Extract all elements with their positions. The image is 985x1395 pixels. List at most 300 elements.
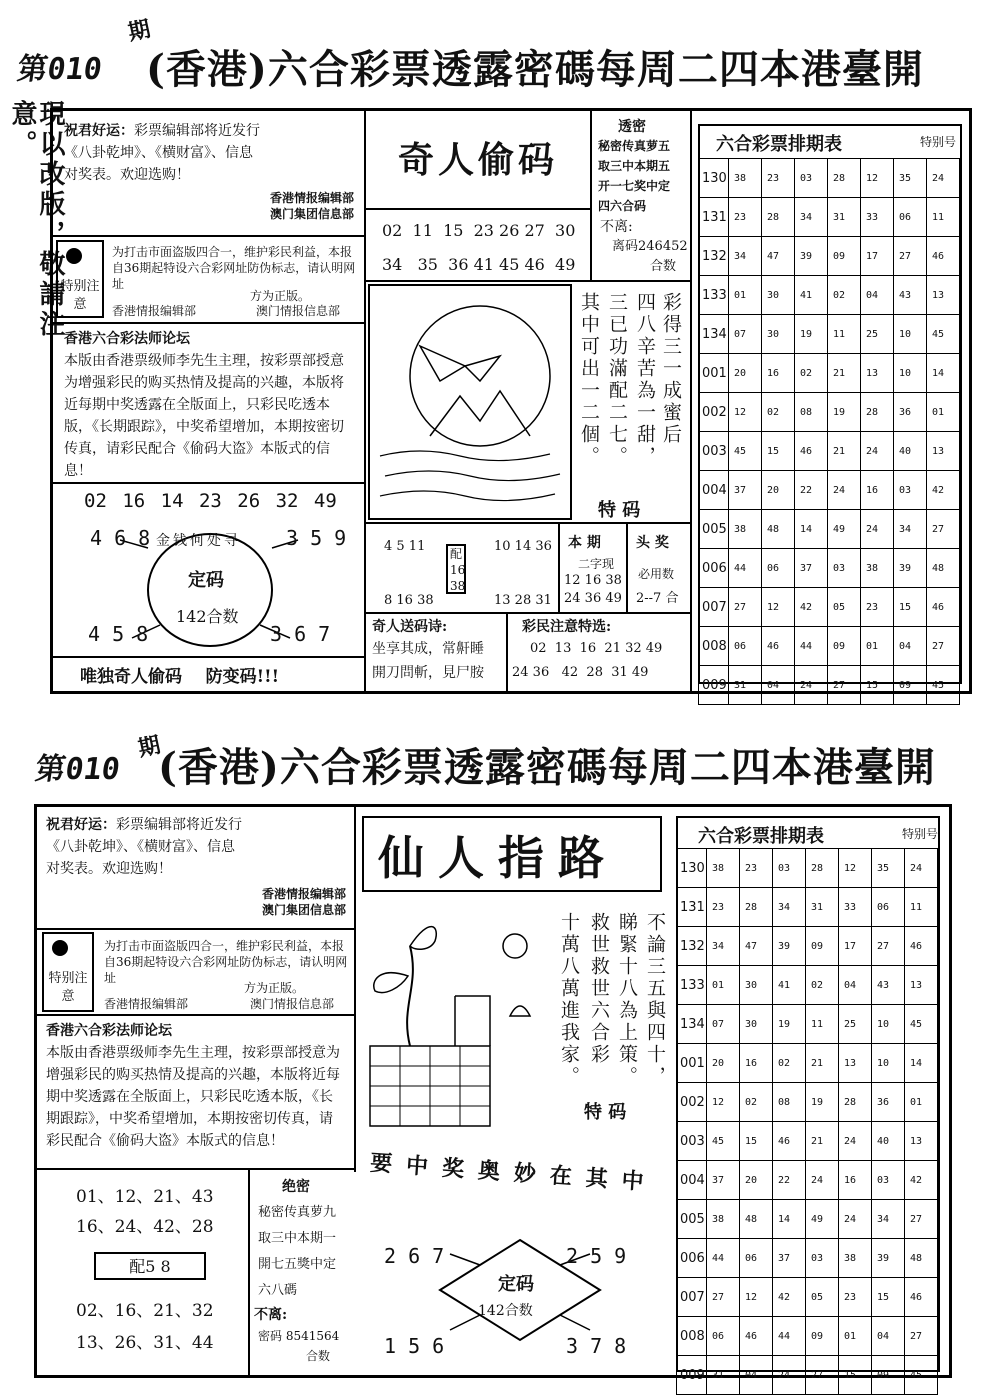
special-sign-mo-2: 澳门情报信息部	[250, 997, 335, 1011]
middle-title-2: 仙人指路	[378, 831, 618, 885]
special-label: 特别注意	[60, 279, 100, 312]
special-text-2: 为打击市面盗版四合一，维护彩民利益，本报自36期起特设六合彩网址防伪标志，请认明网址	[104, 939, 348, 985]
left-nums-d: 13 28 31	[494, 593, 552, 608]
schedule-cell: 05	[828, 588, 861, 627]
code-numbers: 02 16 14 23 26 32 49	[84, 490, 337, 512]
schedule-cell: 06	[729, 627, 762, 666]
special-zheng-2: 方为正版。	[244, 981, 305, 995]
special-sign-mo: 澳门情报信息部	[256, 304, 341, 318]
schedule-cell: 14	[773, 1200, 806, 1239]
poem2-m2: 救世救世六合彩	[588, 912, 610, 1066]
schedule-row	[677, 888, 938, 927]
schedule-issue: 008	[677, 1317, 707, 1356]
issue-qi: 期	[125, 15, 153, 46]
schedule-cell: 46	[905, 1278, 938, 1317]
schedule-cell: 15	[872, 1278, 905, 1317]
schedule-cell: 28	[839, 1083, 872, 1122]
schedule-issue: 007	[699, 588, 729, 627]
schedule-issue: 009	[699, 666, 729, 705]
schedule-cell: 10	[894, 354, 927, 393]
arrow-tl	[450, 1254, 480, 1265]
secret2-buli: 不离:	[254, 1307, 288, 1323]
schedule-cell: 31	[828, 198, 861, 237]
schedule-cell: 28	[861, 393, 894, 432]
schedule-cell: 28	[762, 198, 795, 237]
schedule-cell: 49	[828, 510, 861, 549]
schedule-issue: 005	[699, 510, 729, 549]
schedule-cell: 06	[894, 198, 927, 237]
schedule-cell: 46	[795, 432, 828, 471]
schedule-cell: 21	[806, 1122, 839, 1161]
bomb-icon	[66, 248, 82, 264]
poem-right: 彩得三一成蜜后	[660, 292, 682, 446]
schedule-cell: 05	[806, 1278, 839, 1317]
poem2-r: 不論三五與四十，	[644, 912, 666, 1088]
schedule-cell: 23	[861, 588, 894, 627]
schedule-issue: 134	[699, 315, 729, 354]
schedule-cell: 30	[740, 966, 773, 1005]
schedule-cell: 02	[773, 1044, 806, 1083]
schedule-cell: 08	[795, 393, 828, 432]
schedule-cell: 27	[905, 1317, 938, 1356]
schedule-issue: 009	[677, 1356, 707, 1395]
schedule-cell: 35	[872, 849, 905, 888]
schedule-cell: 06	[872, 888, 905, 927]
schedule-cell: 11	[905, 888, 938, 927]
schedule-cell: 19	[828, 393, 861, 432]
issue-qi-2: 期	[135, 731, 163, 762]
schedule-cell: 48	[762, 510, 795, 549]
schedule-cell: 10	[872, 1005, 905, 1044]
schedule-cell: 45	[707, 1122, 740, 1161]
pei-box: 配16 38	[446, 544, 466, 594]
schedule-cell: 42	[905, 1161, 938, 1200]
schedule-cell: 13	[927, 432, 960, 471]
schedule-issue: 131	[677, 888, 707, 927]
schedule-cell: 45	[927, 666, 960, 705]
schedule-cell: 14	[905, 1044, 938, 1083]
greeting-line2: 《八卦乾坤》、《横财富》、信息	[64, 145, 253, 161]
divider	[366, 280, 690, 282]
schedule-cell: 17	[839, 927, 872, 966]
greeting-block-2	[46, 814, 346, 918]
diagram-tr: 3 5 9	[286, 526, 347, 550]
schedule-cell: 03	[872, 1161, 905, 1200]
divider	[52, 482, 364, 484]
special-sign-hk: 香港情报编辑部	[112, 304, 197, 318]
schedule-cell: 39	[795, 237, 828, 276]
schedule-cell: 34	[729, 237, 762, 276]
schedule-tag-2: 特别号	[902, 827, 939, 841]
divider	[506, 614, 508, 692]
left-nums-b: 8 16 38	[384, 593, 434, 608]
schedule-cell: 17	[861, 237, 894, 276]
schedule-cell: 04	[872, 1317, 905, 1356]
schedule-row	[677, 1356, 938, 1395]
schedule-issue: 006	[677, 1239, 707, 1278]
secret-l4: 四六合码	[598, 199, 647, 213]
schedule-cell: 23	[762, 159, 795, 198]
schedule-title-2: 六合彩票排期表	[698, 826, 824, 847]
schedule-issue: 003	[699, 432, 729, 471]
schedule-cell: 14	[927, 354, 960, 393]
greeting-sign2-2: 澳门集团信息部	[261, 903, 346, 917]
schedule-cell: 12	[740, 1278, 773, 1317]
schedule-row	[699, 354, 960, 393]
schedule-cell: 13	[905, 1122, 938, 1161]
forum-title-2: 香港六合彩法师论坛	[46, 1023, 172, 1039]
schedule-cell: 19	[795, 315, 828, 354]
greeting-sign2: 澳门集团信息部	[269, 207, 354, 221]
schedule-cell: 40	[894, 432, 927, 471]
diagram-center: 定码	[188, 570, 224, 591]
schedule-issue: 007	[677, 1278, 707, 1317]
diagram2-br: 3 7 8	[566, 1334, 627, 1358]
greeting-label-2: 祝君好运：	[46, 817, 116, 833]
schedule-cell: 14	[795, 510, 828, 549]
schedule-row	[699, 549, 960, 588]
schedule-cell: 09	[828, 627, 861, 666]
greeting-line1-2: 彩票编辑部将近发行	[116, 817, 242, 833]
schedule-cell: 16	[740, 1044, 773, 1083]
greeting-line3-2: 对奖表。欢迎选购！	[46, 861, 172, 877]
schedule-cell: 03	[894, 471, 927, 510]
schedule-cell: 27	[927, 627, 960, 666]
schedule-cell: 38	[729, 510, 762, 549]
schedule-cell: 11	[828, 315, 861, 354]
schedule-cell: 02	[828, 276, 861, 315]
diagram2-tr: 2 5 9	[566, 1244, 627, 1268]
special-pick-n2: 24 36 42 28 31 49	[512, 665, 649, 680]
schedule-cell: 20	[762, 471, 795, 510]
schedule-cell: 28	[828, 159, 861, 198]
plant-illustration	[360, 896, 540, 1146]
schedule-row	[699, 666, 960, 705]
greeting-block	[64, 120, 354, 222]
schedule-cell: 01	[861, 627, 894, 666]
greeting-line2-2: 《八卦乾坤》、《横财富》、信息	[46, 839, 235, 855]
schedule-cell: 44	[707, 1239, 740, 1278]
schedule-cell: 38	[839, 1239, 872, 1278]
schedule-cell: 16	[861, 471, 894, 510]
schedule-cell: 48	[905, 1239, 938, 1278]
schedule-cell: 15	[762, 432, 795, 471]
diagram-bl: 4 5 8	[88, 622, 149, 646]
benqi-sub: 二字现	[578, 557, 615, 571]
schedule-cell: 45	[927, 315, 960, 354]
schedule-row	[699, 159, 960, 198]
poem2-l1: 坐享其成，常鼾睡	[372, 641, 484, 657]
schedule-cell: 23	[707, 888, 740, 927]
schedule-issue: 130	[699, 159, 729, 198]
schedule-cell: 34	[707, 927, 740, 966]
issue-number: 第010	[15, 52, 105, 87]
schedule-issue: 008	[699, 627, 729, 666]
schedule-cell: 24	[839, 1122, 872, 1161]
divider	[52, 235, 364, 237]
forum-title: 香港六合彩法师论坛	[64, 331, 190, 347]
schedule-cell: 13	[927, 276, 960, 315]
schedule-cell: 30	[762, 276, 795, 315]
schedule-cell: 02	[795, 354, 828, 393]
schedule-table-bottom	[676, 848, 938, 1395]
schedule-cell: 23	[729, 198, 762, 237]
bomb-icon	[52, 940, 68, 956]
secret2-l2: 取三中本期一	[258, 1231, 337, 1246]
schedule-cell: 33	[839, 888, 872, 927]
divider	[52, 656, 364, 658]
special-zheng: 方为正版。	[250, 289, 311, 303]
poem-mid2: 三已功滿配二七。	[606, 292, 628, 468]
diagram2-center: 定码	[498, 1274, 534, 1295]
divider	[364, 110, 366, 692]
schedule-cell: 27	[707, 1278, 740, 1317]
schedule-cell: 37	[707, 1161, 740, 1200]
num-row1: 01、12、21、43	[76, 1187, 214, 1207]
schedule-cell: 34	[795, 198, 828, 237]
greeting-label: 祝君好运：	[64, 123, 134, 139]
schedule-cell: 44	[795, 627, 828, 666]
schedule-cell: 20	[707, 1044, 740, 1083]
pei-box-2: 配5 8	[94, 1252, 206, 1280]
divider	[558, 524, 560, 612]
schedule-row	[677, 966, 938, 1005]
schedule-cell: 30	[762, 315, 795, 354]
divider	[354, 806, 356, 1172]
schedule-row	[699, 627, 960, 666]
schedule-cell: 19	[806, 1083, 839, 1122]
middle-title: 奇人偷码	[398, 139, 559, 181]
page-title: (香港)六合彩票透露密碼每周二四本港臺開	[146, 46, 924, 93]
schedule-cell: 27	[806, 1356, 839, 1395]
schedule-cell: 39	[872, 1239, 905, 1278]
secret2-l3: 開七五獎中定	[258, 1257, 337, 1272]
schedule-cell: 38	[707, 1200, 740, 1239]
schedule-cell: 48	[927, 549, 960, 588]
special-sign-hk-2: 香港情报编辑部	[104, 997, 189, 1011]
greeting-line3: 对奖表。欢迎选购！	[64, 167, 190, 183]
schedule-cell: 21	[828, 354, 861, 393]
left-nums-c: 10 14 36	[494, 539, 552, 554]
poem2-title: 奇人送码诗:	[372, 619, 448, 635]
poem-left: 其中可出一二個。	[578, 292, 600, 468]
secret2-code: 密码 8541564	[258, 1329, 340, 1343]
schedule-cell: 24	[839, 1200, 872, 1239]
poem-mid1: 四八辛苦為一甜，	[634, 292, 656, 468]
schedule-cell: 38	[729, 159, 762, 198]
schedule-cell: 27	[894, 237, 927, 276]
schedule-row	[699, 276, 960, 315]
schedule-cell: 46	[773, 1122, 806, 1161]
schedule-cell: 09	[828, 237, 861, 276]
schedule-cell: 02	[762, 393, 795, 432]
divider	[248, 1170, 250, 1376]
schedule-row	[677, 1122, 938, 1161]
schedule-cell: 35	[894, 159, 927, 198]
bird-illustration	[368, 284, 572, 520]
schedule-cell: 10	[872, 1044, 905, 1083]
schedule-row	[699, 237, 960, 276]
schedule-cell: 24	[795, 666, 828, 705]
schedule-cell: 15	[861, 666, 894, 705]
schedule-cell: 47	[740, 927, 773, 966]
schedule-cell: 22	[773, 1161, 806, 1200]
diagram2-tl: 2 6 7	[384, 1244, 445, 1268]
schedule-cell: 12	[707, 1083, 740, 1122]
num-row2: 16、24、42、28	[76, 1217, 214, 1237]
poem2-l2: 開刀問斬，見尸胺	[372, 665, 484, 681]
schedule-issue: 134	[677, 1005, 707, 1044]
schedule-cell: 12	[861, 159, 894, 198]
schedule-cell: 06	[707, 1317, 740, 1356]
schedule-cell: 16	[839, 1161, 872, 1200]
diagram-count: 142合数	[176, 607, 239, 626]
schedule-cell: 04	[839, 966, 872, 1005]
schedule-cell: 44	[729, 549, 762, 588]
benqi-title: 本 期	[568, 535, 601, 551]
greeting-sign1-2: 香港情报编辑部	[261, 887, 346, 901]
schedule-cell: 28	[740, 888, 773, 927]
divider	[366, 208, 590, 210]
special-label-2: 特别注意	[48, 971, 88, 1004]
diagram-br: 3 6 7	[270, 622, 331, 646]
schedule-cell: 03	[795, 159, 828, 198]
arrow-bl	[450, 1315, 480, 1330]
schedule-cell: 38	[861, 549, 894, 588]
tema-label: 特 码	[598, 500, 641, 521]
schedule-cell: 41	[773, 966, 806, 1005]
schedule-cell: 46	[762, 627, 795, 666]
schedule-cell: 09	[806, 1317, 839, 1356]
num-row3: 02、16、21、32	[76, 1301, 214, 1321]
schedule-cell: 31	[806, 888, 839, 927]
issue-number-2: 第010	[33, 752, 123, 787]
schedule-cell: 11	[927, 198, 960, 237]
schedule-cell: 11	[806, 1005, 839, 1044]
schedule-issue: 131	[699, 198, 729, 237]
schedule-row	[677, 1161, 938, 1200]
schedule-cell: 07	[707, 1005, 740, 1044]
schedule-cell: 46	[740, 1317, 773, 1356]
schedule-cell: 23	[839, 1278, 872, 1317]
schedule-issue: 132	[699, 237, 729, 276]
secret2-l4: 六八碼	[258, 1283, 298, 1298]
schedule-cell: 34	[894, 510, 927, 549]
bird-mountain-image	[370, 286, 570, 518]
arrow-br	[560, 1315, 590, 1330]
benqi-n1: 12 16 38	[564, 573, 622, 588]
special-text: 为打击市面盗版四合一，维护彩民利益，本报自36期起特设六合彩网址防伪标志，请认明网址	[112, 245, 356, 291]
divider	[52, 322, 364, 324]
schedule-cell: 04	[740, 1356, 773, 1395]
schedule-cell: 06	[762, 549, 795, 588]
secret-l3: 开一七奖中定	[598, 179, 671, 193]
schedule-tag: 特别号	[920, 135, 957, 149]
schedule-cell: 13	[861, 354, 894, 393]
schedule-cell: 12	[839, 849, 872, 888]
schedule-cell: 21	[806, 1044, 839, 1083]
schedule-cell: 24	[927, 159, 960, 198]
secret-title: 透密	[618, 119, 646, 135]
schedule-cell: 34	[773, 888, 806, 927]
schedule-row	[699, 432, 960, 471]
toujiang-n: 2--7 合	[636, 591, 679, 606]
schedule-cell: 22	[795, 471, 828, 510]
schedule-cell: 01	[839, 1317, 872, 1356]
left-nums-a: 4 5 11	[384, 539, 426, 554]
num-row4: 13、26、31、44	[76, 1333, 214, 1353]
schedule-issue: 130	[677, 849, 707, 888]
schedule-cell: 42	[773, 1278, 806, 1317]
divider	[590, 110, 592, 282]
secret-buli: 不离:	[600, 219, 633, 235]
schedule-cell: 27	[905, 1200, 938, 1239]
toujiang-sub: 必用数	[638, 567, 675, 581]
schedule-cell: 27	[828, 666, 861, 705]
schedule-issue: 133	[699, 276, 729, 315]
schedule-cell: 10	[894, 315, 927, 354]
schedule-cell: 25	[839, 1005, 872, 1044]
secret2-l1: 秘密传真萝九	[258, 1205, 337, 1220]
schedule-cell: 36	[872, 1083, 905, 1122]
schedule-cell: 36	[894, 393, 927, 432]
schedule-cell: 41	[795, 276, 828, 315]
schedule-cell: 09	[894, 666, 927, 705]
secret-l2: 取三中本期五	[598, 159, 671, 173]
greeting-line1: 彩票编辑部将近发行	[134, 123, 260, 139]
special-notice-tag	[56, 240, 104, 318]
schedule-cell: 15	[839, 1356, 872, 1395]
divider	[366, 522, 690, 524]
schedule-cell: 39	[894, 549, 927, 588]
schedule-issue: 002	[699, 393, 729, 432]
schedule-cell: 27	[872, 927, 905, 966]
schedule-cell: 46	[927, 237, 960, 276]
schedule-issue: 004	[677, 1161, 707, 1200]
schedule-issue: 006	[699, 549, 729, 588]
divider	[366, 612, 690, 614]
plant-wall-image	[360, 896, 540, 1146]
schedule-cell: 28	[806, 849, 839, 888]
schedule-cell: 03	[773, 849, 806, 888]
schedule-table-top	[698, 158, 960, 705]
schedule-cell: 19	[773, 1005, 806, 1044]
schedule-cell: 07	[729, 315, 762, 354]
schedule-cell: 42	[927, 471, 960, 510]
forum-body: 本版由香港票级师李先生主理，按彩票部授意为增强彩民的购买热情及提高的兴趣，本版将近每期中奖透露在全版面上，只彩民吃透本版，《长期跟踪》，中奖希望增加，本期按密切传真，请彩民配合《偷码大盗》本版式的信息！	[64, 353, 344, 479]
schedule-cell: 37	[795, 549, 828, 588]
forum-body-2: 本版由香港票级师李先生主理，按彩票部授意为增强彩民的购买热情及提高的兴趣，本版将近每期中奖透露在全版面上，只彩民吃透本版，《长期跟踪》，中奖希望增加，本期按密切传真，请彩民配合《偷码大盗》本版式的信息！	[46, 1045, 340, 1149]
greeting-sign1: 香港情报编辑部	[269, 191, 354, 205]
schedule-cell: 08	[773, 1083, 806, 1122]
secret2-heshu: 合数	[306, 1349, 331, 1363]
poem2-l: 十萬八萬進我家。	[558, 912, 580, 1088]
side-notice: 現以改版，敬請注意。	[7, 100, 65, 340]
schedule-cell: 06	[740, 1239, 773, 1278]
schedule-cell: 16	[762, 354, 795, 393]
schedule-row	[677, 1278, 938, 1317]
schedule-cell: 09	[806, 927, 839, 966]
schedule-cell: 04	[894, 627, 927, 666]
special-notice-tag-2	[42, 932, 94, 1012]
secret-l1: 秘密传真萝五	[598, 139, 671, 153]
middle-nums1: 02 11 15 23 26 27 30	[382, 221, 576, 240]
schedule-issue: 001	[677, 1044, 707, 1083]
schedule-cell: 04	[762, 666, 795, 705]
schedule-row	[677, 927, 938, 966]
schedule-cell: 27	[927, 510, 960, 549]
diagram2-arc: 要中奖奥妙在其中	[369, 1149, 659, 1197]
